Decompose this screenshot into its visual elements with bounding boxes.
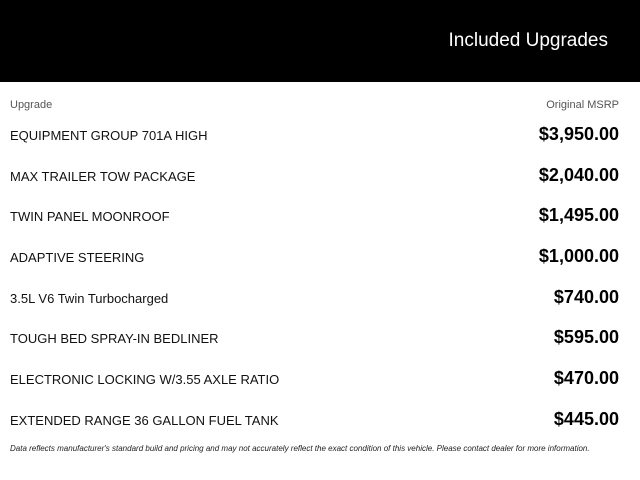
list-item	[0, 319, 640, 360]
upgrades-list	[0, 116, 640, 442]
upgrade-price: $2,040.00	[538, 164, 619, 185]
header-bar	[0, 0, 640, 82]
list-item	[0, 401, 640, 442]
upgrade-name: EXTENDED RANGE 36 GALLON FUEL TANK	[10, 412, 279, 428]
upgrade-name: MAX TRAILER TOW PACKAGE	[10, 168, 196, 184]
upgrade-price: $470.00	[553, 368, 619, 389]
upgrade-price: $740.00	[553, 286, 619, 307]
upgrade-name: EQUIPMENT GROUP 701A HIGH	[10, 128, 208, 143]
upgrade-name: TOUGH BED SPRAY-IN BEDLINER	[10, 331, 219, 347]
disclaimer-text: Data reflects manufacturer's standard build and pricing and may not accurately reflect the exact condition of this vehicle. Please contact dealer for more information.	[10, 444, 590, 453]
list-item	[0, 238, 640, 279]
upgrade-price: $1,000.00	[538, 246, 619, 267]
list-item	[0, 360, 640, 401]
upgrade-name: ELECTRONIC LOCKING W/3.55 AXLE RATIO	[10, 372, 280, 388]
column-header-msrp: Original MSRP	[546, 99, 619, 111]
upgrade-price: $445.00	[553, 408, 619, 429]
list-item	[0, 279, 640, 320]
list-item	[0, 157, 640, 198]
column-headers	[0, 99, 640, 113]
upgrade-price: $1,495.00	[538, 205, 619, 226]
upgrade-name: TWIN PANEL MOONROOF	[10, 209, 170, 225]
page-title: Included Upgrades	[448, 30, 608, 51]
upgrade-price: $595.00	[553, 327, 619, 348]
column-header-upgrade: Upgrade	[10, 99, 53, 111]
upgrade-name: ADAPTIVE STEERING	[10, 250, 145, 266]
upgrade-price: $3,950.00	[538, 124, 619, 144]
list-item	[0, 197, 640, 238]
list-item	[0, 116, 640, 157]
upgrade-name: 3.5L V6 Twin Turbocharged	[10, 290, 169, 306]
